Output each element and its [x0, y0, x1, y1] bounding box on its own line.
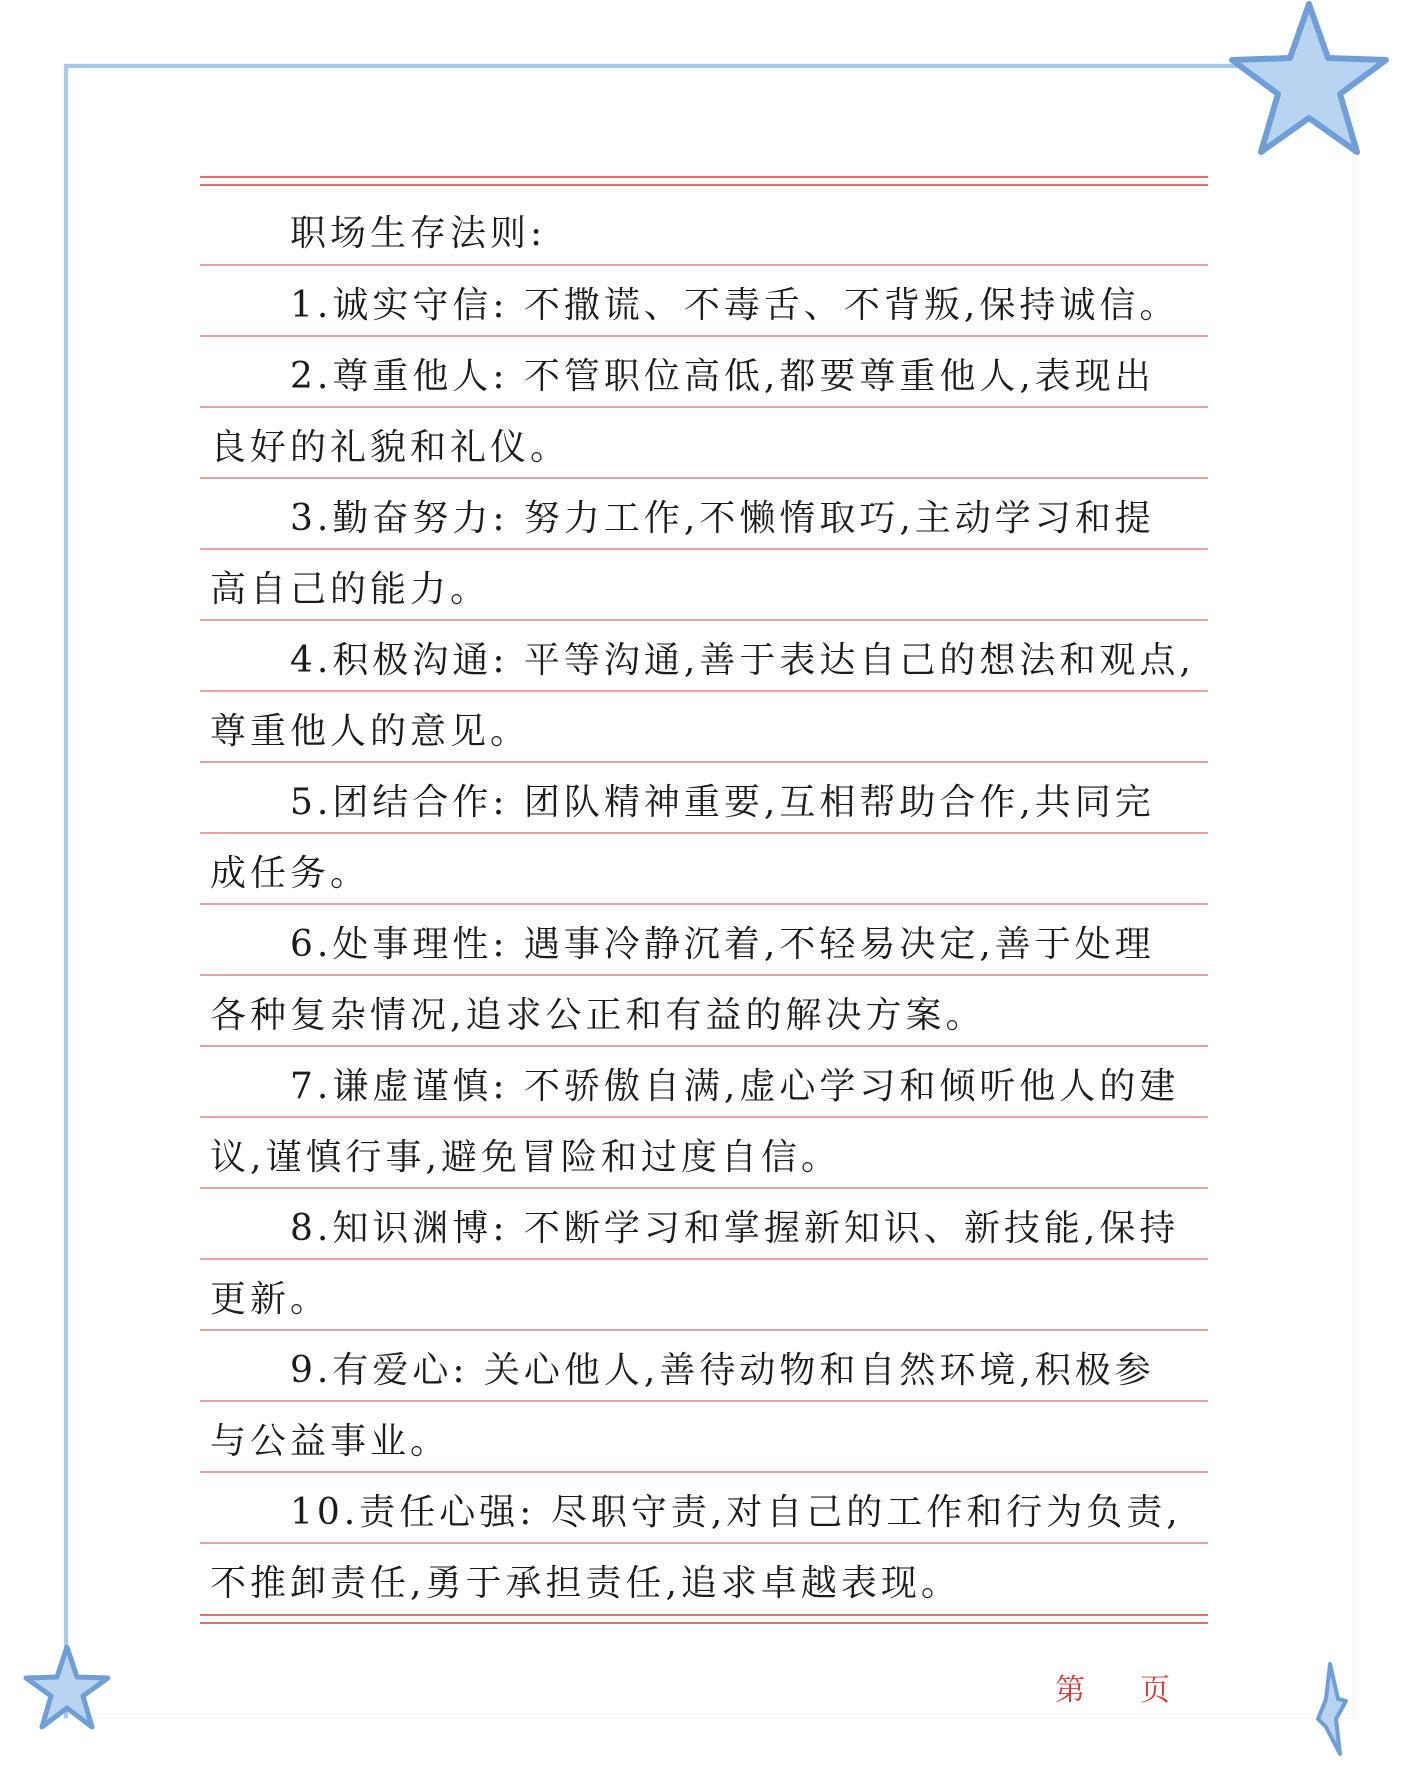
ruled-line: [200, 690, 1208, 692]
rule-item-10-cont: 不推卸责任,勇于承担责任,追求卓越表现。: [210, 1563, 961, 1604]
ruled-line: [200, 1400, 1208, 1402]
ruled-line: [200, 761, 1208, 763]
rule-item-5: 5.团结合作: 团队精神重要,互相帮助合作,共同完: [290, 782, 1155, 823]
top-rule: [200, 176, 1208, 178]
bottom-rule: [200, 1622, 1208, 1624]
rule-item-4: 4.积极沟通: 平等沟通,善于表达自己的想法和观点,: [290, 640, 1195, 681]
star-decoration-icon: [1312, 1659, 1348, 1759]
ruled-line: [200, 903, 1208, 905]
top-rule: [200, 184, 1208, 186]
rule-item-7-cont: 议,谨慎行事,避免冒险和过度自信。: [210, 1137, 841, 1178]
ruled-line: [200, 974, 1208, 976]
rule-item-7: 7.谦虚谨慎: 不骄傲自满,虚心学习和倾听他人的建: [290, 1066, 1180, 1107]
ruled-line: [200, 1329, 1208, 1331]
ruled-line: [200, 264, 1208, 266]
ruled-line: [200, 619, 1208, 621]
rule-item-6-cont: 各种复杂情况,追求公正和有益的解决方案。: [210, 995, 986, 1036]
ruled-line: [200, 1187, 1208, 1189]
star-decoration-icon: [22, 1643, 112, 1733]
rule-item-2-cont: 良好的礼貌和礼仪。: [210, 427, 571, 468]
rule-item-1: 1.诚实守信: 不撒谎、不毒舌、不背叛,保持诚信。: [290, 285, 1180, 326]
ruled-line: [200, 1045, 1208, 1047]
ruled-line: [200, 335, 1208, 337]
ruled-line: [200, 548, 1208, 550]
rule-item-9-cont: 与公益事业。: [210, 1421, 451, 1462]
rule-item-8-cont: 更新。: [210, 1279, 331, 1320]
rule-item-9: 9.有爱心: 关心他人,善待动物和自然环境,积极参: [290, 1350, 1155, 1391]
bottom-rule: [200, 1614, 1208, 1616]
ruled-line: [200, 1471, 1208, 1473]
ruled-line: [200, 1258, 1208, 1260]
ruled-line: [200, 477, 1208, 479]
rule-item-10: 10.责任心强: 尽职守责,对自己的工作和行为负责,: [290, 1492, 1182, 1533]
rule-item-3: 3.勤奋努力: 努力工作,不懒惰取巧,主动学习和提: [290, 498, 1155, 539]
page-number-suffix: 页: [1140, 1673, 1170, 1708]
rule-item-3-cont: 高自己的能力。: [210, 569, 491, 610]
rule-item-2: 2.尊重他人: 不管职位高低,都要尊重他人,表现出: [290, 356, 1155, 397]
page-title: 职场生存法则:: [290, 213, 547, 254]
ruled-line: [200, 832, 1208, 834]
rule-item-5-cont: 成任务。: [210, 853, 371, 894]
page-number-prefix: 第: [1055, 1673, 1085, 1708]
ruled-line: [200, 1116, 1208, 1118]
rule-item-8: 8.知识渊博: 不断学习和掌握新知识、新技能,保持: [290, 1208, 1180, 1249]
ruled-line: [200, 406, 1208, 408]
star-decoration-icon: [1224, 0, 1394, 165]
ruled-line: [200, 1542, 1208, 1544]
rule-item-6: 6.处事理性: 遇事冷静沉着,不轻易决定,善于处理: [290, 924, 1155, 965]
rule-item-4-cont: 尊重他人的意见。: [210, 711, 531, 752]
